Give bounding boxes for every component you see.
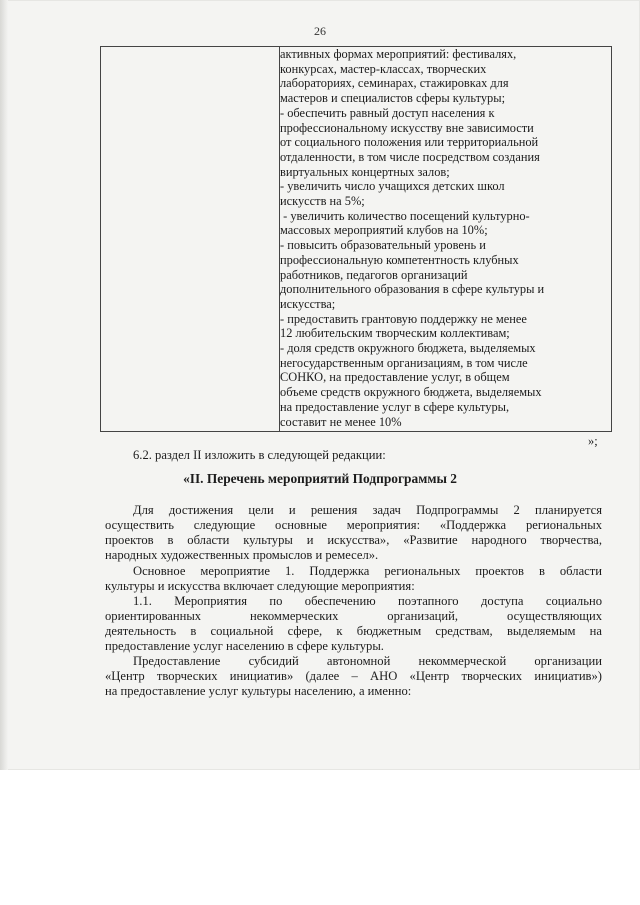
- table-cell-line: мастеров и специалистов сферы культуры;: [280, 91, 506, 106]
- goals-table: [100, 46, 612, 432]
- paragraph-line: 6.2. раздел II изложить в следующей редакции:: [133, 448, 386, 462]
- item-6-2: [133, 448, 593, 463]
- table-cell-line: конкурсах, мастер-классах, творческих: [280, 61, 487, 76]
- table-cell-line: профессиональную компетентность клубных: [280, 252, 519, 267]
- table-cell-line: - увеличить число учащихся детских школ: [280, 179, 505, 194]
- paragraph-line: на предоставление услуг культуры населению, а именно:: [105, 684, 412, 698]
- table-cell-line: дополнительного образования в сфере культуры и: [280, 282, 545, 297]
- page-number: 26: [314, 24, 326, 38]
- paragraph-line: деятельность в социальной сфере, к бюджетным средствам, выделяемым на: [105, 624, 602, 638]
- table-cell-line: от социального положения или территориальной: [280, 135, 539, 150]
- table-cell-line: 12 любительским творческим коллективам;: [280, 326, 510, 341]
- paragraph-1: [105, 503, 602, 563]
- paragraph-line: культуры и искусства включает следующие мероприятия:: [105, 579, 415, 593]
- table-cell-line: работников, педагогов организаций: [280, 267, 468, 282]
- paragraph-line: осуществить следующие основные мероприятия: «Поддержка региональных: [105, 518, 602, 532]
- table-cell-line: - доля средств окружного бюджета, выделяемых: [280, 341, 536, 356]
- paragraph-2: [105, 564, 602, 594]
- paragraph-line: «Центр творческих инициатив» (далее – АНО «Центр творческих инициатив»): [105, 669, 602, 683]
- paragraph-line: народных художественных промыслов и ремесел».: [105, 548, 379, 562]
- scan-edge-shadow: [0, 0, 8, 770]
- table-cell-line: - предоставить грантовую поддержку не менее: [280, 311, 527, 326]
- paragraph-line: предоставление услуг населению в сфере культуры.: [105, 639, 384, 653]
- paragraph-line: проектов в области культуры и искусства», «Развитие народного творчества,: [105, 533, 602, 547]
- paragraph-line: Для достижения цели и решения задач Подпрограммы 2 планируется: [133, 503, 602, 517]
- paragraph-line: ориентированных некоммерческих организаций, осуществляющих: [105, 609, 602, 623]
- closing-quote: »;: [588, 434, 598, 448]
- table-cell-line: профессиональному искусству вне зависимости: [280, 120, 534, 135]
- table-cell-line: составит не менее 10%: [280, 414, 402, 429]
- paragraph-4: [105, 654, 602, 699]
- table-cell-left: [101, 47, 280, 432]
- table-cell-line: на предоставление услуг в сфере культуры,: [280, 399, 510, 414]
- paragraph-line: Предоставление субсидий автономной некоммерческой организации: [133, 654, 602, 668]
- paragraph-line: Основное мероприятие 1. Поддержка региональных проектов в области: [133, 564, 602, 578]
- table-row: [101, 47, 612, 432]
- table-cell-line: массовых мероприятий клубов на 10%;: [280, 223, 488, 238]
- table-cell-line: искусств на 5%;: [280, 194, 365, 209]
- table-cell-line: объеме средств окружного бюджета, выделяемых: [280, 385, 542, 400]
- paragraph-line: 1.1. Мероприятия по обеспечению поэтапного доступа социально: [133, 594, 602, 608]
- table-cell-line: негосударственным организациям, в том числе: [280, 355, 528, 370]
- table-cell-line: СОНКО, на предоставление услуг, в общем: [280, 370, 510, 385]
- table-cell-line: искусства;: [280, 296, 336, 311]
- table-cell-line: - увеличить количество посещений культурно-: [280, 208, 530, 223]
- table-cell-line: отдаленности, в том числе посредством создания: [280, 149, 540, 164]
- table-cell-line: - повысить образовательный уровень и: [280, 238, 486, 253]
- table-cell-line: - обеспечить равный доступ населения к: [280, 105, 495, 120]
- section-heading: «II. Перечень мероприятий Подпрограммы 2: [183, 471, 457, 486]
- table-cell-line: лабораториях, семинарах, стажировках для: [280, 76, 509, 91]
- paragraph-3: [105, 594, 602, 654]
- table-cell-line: виртуальных концертных залов;: [280, 164, 450, 179]
- table-cell-right: [280, 47, 612, 432]
- table-cell-line: активных формах мероприятий: фестивалях,: [280, 47, 517, 61]
